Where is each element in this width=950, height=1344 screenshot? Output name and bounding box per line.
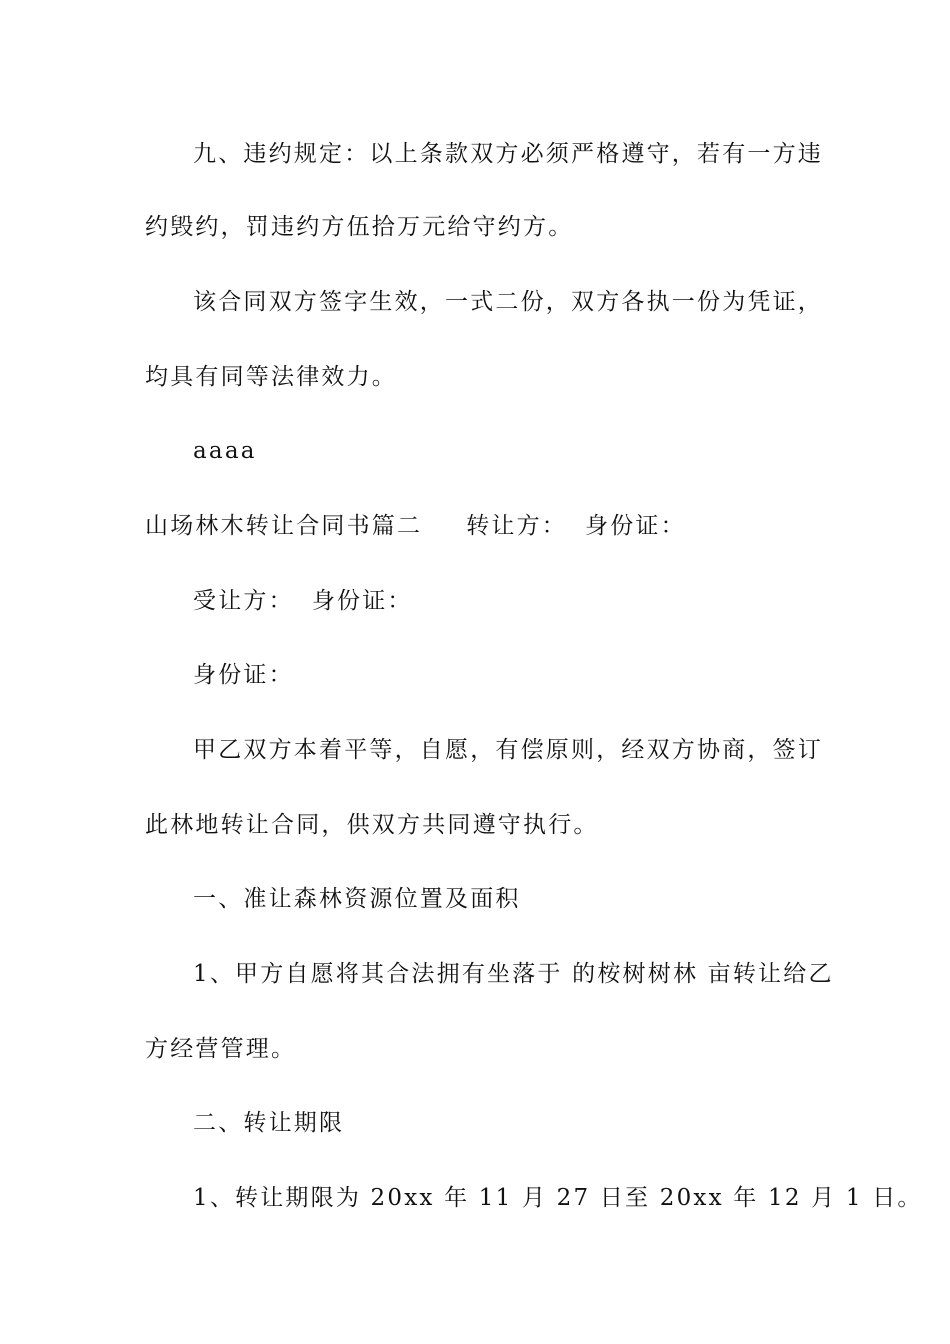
effect-line-2: 均具有同等法律效力。 <box>145 364 397 390</box>
effect-line-1: 该合同双方签字生效，一式二份，双方各执一份为凭证， <box>193 289 823 315</box>
transferor-id-label: 身份证： <box>585 513 686 539</box>
placeholder-text: aaaa <box>193 438 257 464</box>
preamble-line-1: 甲乙双方本着平等，自愿，有偿原则，经双方协商，签订 <box>193 737 823 763</box>
contract-title: 山场林木转让合同书篇二 <box>145 513 423 539</box>
transferee-label: 受让方： <box>193 588 294 614</box>
section-2-item-1: 1、转让期限为 20xx 年 11 月 27 日至 20xx 年 12 月 1 日。 <box>193 1185 923 1211</box>
section-2-heading: 二、转让期限 <box>193 1110 345 1136</box>
id-line: 身份证： <box>193 662 294 688</box>
clause-9-line-1: 九、违约规定：以上条款双方必须严格遵守，若有一方违 <box>193 141 823 167</box>
transferee-id-label: 身份证： <box>311 588 413 614</box>
contract-title-line <box>145 511 686 541</box>
section-1-heading: 一、准让森林资源位置及面积 <box>193 886 521 912</box>
transferor-label: 转让方： <box>466 513 568 539</box>
clause-9-line-2: 约毁约，罚违约方伍拾万元给守约方。 <box>145 214 574 240</box>
transferee-line <box>193 586 413 616</box>
section-1-item-1-line-1: 1、甲方自愿将其合法拥有坐落于 的桉树树林 亩转让给乙 <box>193 961 834 987</box>
section-1-item-1-line-2: 方经营管理。 <box>145 1036 297 1062</box>
preamble-line-2: 此林地转让合同，供双方共同遵守执行。 <box>145 812 599 838</box>
